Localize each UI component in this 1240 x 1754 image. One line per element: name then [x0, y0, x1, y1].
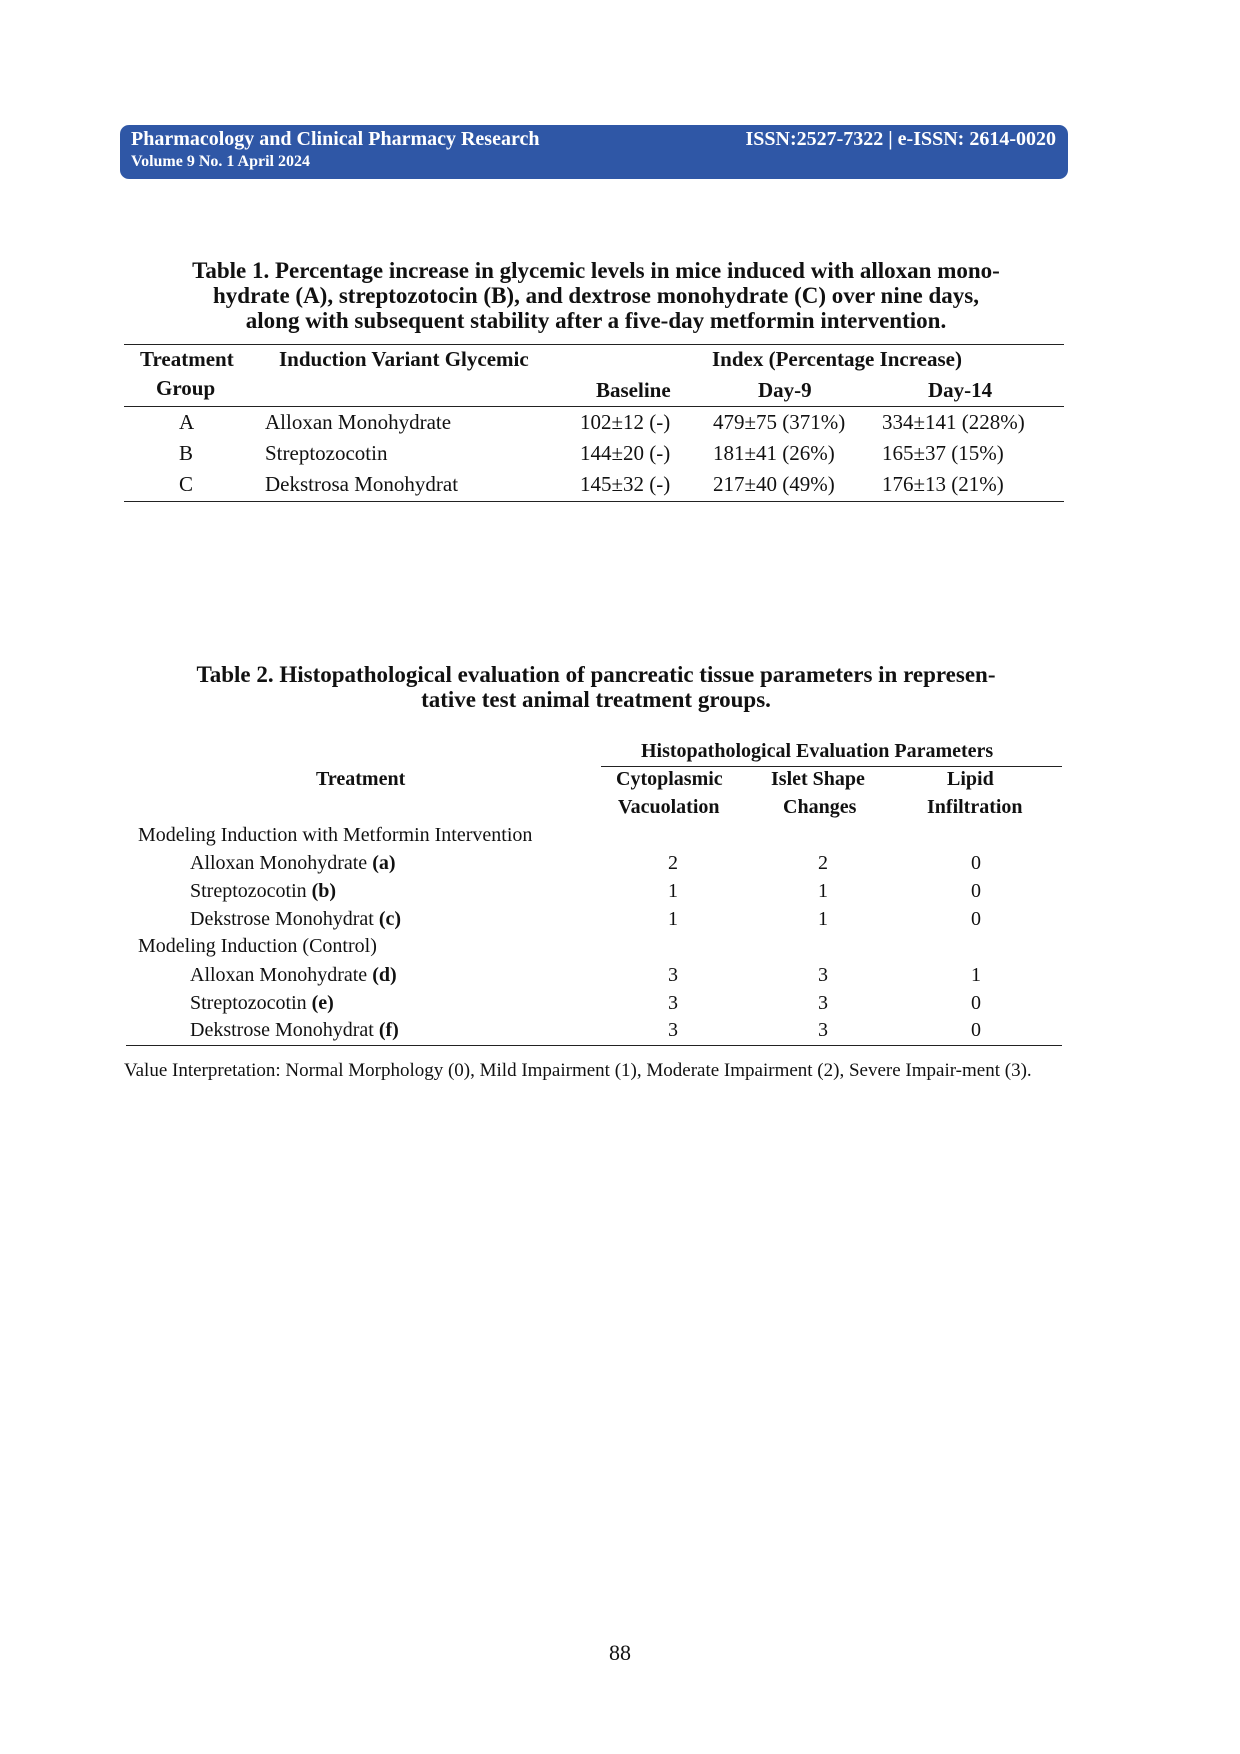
- table2-row-label: Alloxan Monohydrate (d): [190, 964, 397, 986]
- journal-volume: Volume 9 No. 1 April 2024: [131, 153, 310, 170]
- table1-cell-variant: Streptozocotin: [265, 441, 388, 465]
- table1-header-group: Treatment: [140, 347, 234, 371]
- table2-caption-line: tative test animal treatment groups.: [421, 687, 771, 712]
- table1-top-rule: [124, 344, 1064, 345]
- table2-cell: 3: [668, 1019, 678, 1041]
- page-number: 88: [609, 1640, 631, 1665]
- table1-caption: [124, 258, 1068, 333]
- table2-cell: 0: [971, 1019, 981, 1041]
- table2-row-label: Streptozocotin (e): [190, 992, 334, 1014]
- table1-header-index: Index (Percentage Increase): [712, 347, 962, 371]
- table1: [124, 344, 1064, 504]
- table2-header-treatment: Treatment: [316, 768, 406, 790]
- table1-cell-baseline: 144±20 (-): [580, 441, 671, 465]
- table2-cell: 2: [668, 852, 678, 874]
- table2-cell: 1: [668, 908, 678, 930]
- table1-header-day9: Day-9: [758, 378, 812, 402]
- table2-header-group: Histopathological Evaluation Parameters: [641, 740, 994, 762]
- table2-group-rule: [601, 766, 1062, 767]
- table1-header-day14: Day-14: [928, 378, 993, 402]
- table1-cell-day14: 176±13 (21%): [882, 472, 1004, 496]
- table2-caption: [124, 662, 1068, 712]
- table2-cell: 0: [971, 908, 981, 930]
- table2-header-cytoplasmic: Cytoplasmic: [616, 768, 723, 790]
- table2-section-control: Modeling Induction (Control): [138, 935, 377, 957]
- table2-header-cytoplasmic-2: Vacuolation: [618, 796, 720, 818]
- table2-row-label: Dekstrose Monohydrat (c): [190, 908, 402, 930]
- table1-header-baseline: Baseline: [596, 378, 671, 402]
- table1-cell-day9: 217±40 (49%): [713, 472, 835, 496]
- table2-row-label: Streptozocotin (b): [190, 880, 337, 902]
- table2-row-label: Alloxan Monohydrate (a): [190, 852, 396, 874]
- table2-note: Value Interpretation: Normal Morphology (0), Mild Impairment (1), Moderate Impairment (2), Severe Impair-ment (3).: [124, 1060, 1032, 1081]
- table2-header-islet-2: Changes: [783, 796, 857, 818]
- table2-bottom-rule: [126, 1045, 1062, 1046]
- table1-cell-baseline: 145±32 (-): [580, 472, 671, 496]
- table1-cell-day9: 479±75 (371%): [713, 410, 846, 434]
- table2: [126, 740, 1062, 1050]
- table2-caption-line: Table 2. Histopathological evaluation of pancreatic tissue parameters in represen-: [196, 662, 996, 687]
- table1-cell-baseline: 102±12 (-): [580, 410, 671, 434]
- table2-cell: 2: [818, 852, 828, 874]
- table1-cell-group: C: [179, 472, 194, 496]
- table2-cell: 1: [668, 880, 678, 902]
- table2-header-lipid: Lipid: [947, 768, 994, 790]
- table2-cell: 3: [818, 992, 828, 1014]
- table1-cell-variant: Dekstrosa Monohydrat: [265, 472, 459, 496]
- table2-cell: 3: [818, 1019, 828, 1041]
- table2-cell: 1: [818, 880, 828, 902]
- table1-caption-line: Table 1. Percentage increase in glycemic levels in mice induced with alloxan mono-: [192, 258, 1000, 283]
- table1-cell-group: B: [179, 441, 194, 465]
- table2-cell: 1: [971, 964, 981, 986]
- table2-cell: 3: [668, 992, 678, 1014]
- journal-header-band: [120, 125, 1068, 179]
- table2-header-islet: Islet Shape: [771, 768, 865, 790]
- table2-cell: 3: [818, 964, 828, 986]
- table2-cell: 3: [668, 964, 678, 986]
- table1-cell-day14: 334±141 (228%): [882, 410, 1025, 434]
- table1-caption-line: along with subsequent stability after a five-day metformin intervention.: [245, 308, 947, 333]
- table1-header-group-2: Group: [156, 376, 216, 400]
- table1-cell-group: A: [179, 410, 195, 434]
- table1-caption-line: hydrate (A), streptozotocin (B), and dextrose monohydrate (C) over nine days,: [213, 283, 979, 308]
- table2-cell: 0: [971, 992, 981, 1014]
- table1-bottom-rule: [124, 501, 1064, 502]
- table2-header-lipid-2: Infiltration: [927, 796, 1023, 818]
- journal-issn: ISSN:2527-7322 | e-ISSN: 2614-0020: [745, 128, 1056, 150]
- table1-cell-variant: Alloxan Monohydrate: [265, 410, 452, 434]
- table2-cell: 0: [971, 880, 981, 902]
- table2-cell: 0: [971, 852, 981, 874]
- table2-cell: 1: [818, 908, 828, 930]
- table2-row-label: Dekstrose Monohydrat (f): [190, 1019, 399, 1041]
- table1-header-variant: Induction Variant Glycemic: [279, 347, 529, 371]
- table2-section-metformin: Modeling Induction with Metformin Intervention: [138, 824, 533, 846]
- table1-cell-day9: 181±41 (26%): [713, 441, 835, 465]
- journal-title: Pharmacology and Clinical Pharmacy Research: [131, 128, 540, 150]
- table1-header-rule: [124, 406, 1064, 407]
- table1-cell-day14: 165±37 (15%): [882, 441, 1004, 465]
